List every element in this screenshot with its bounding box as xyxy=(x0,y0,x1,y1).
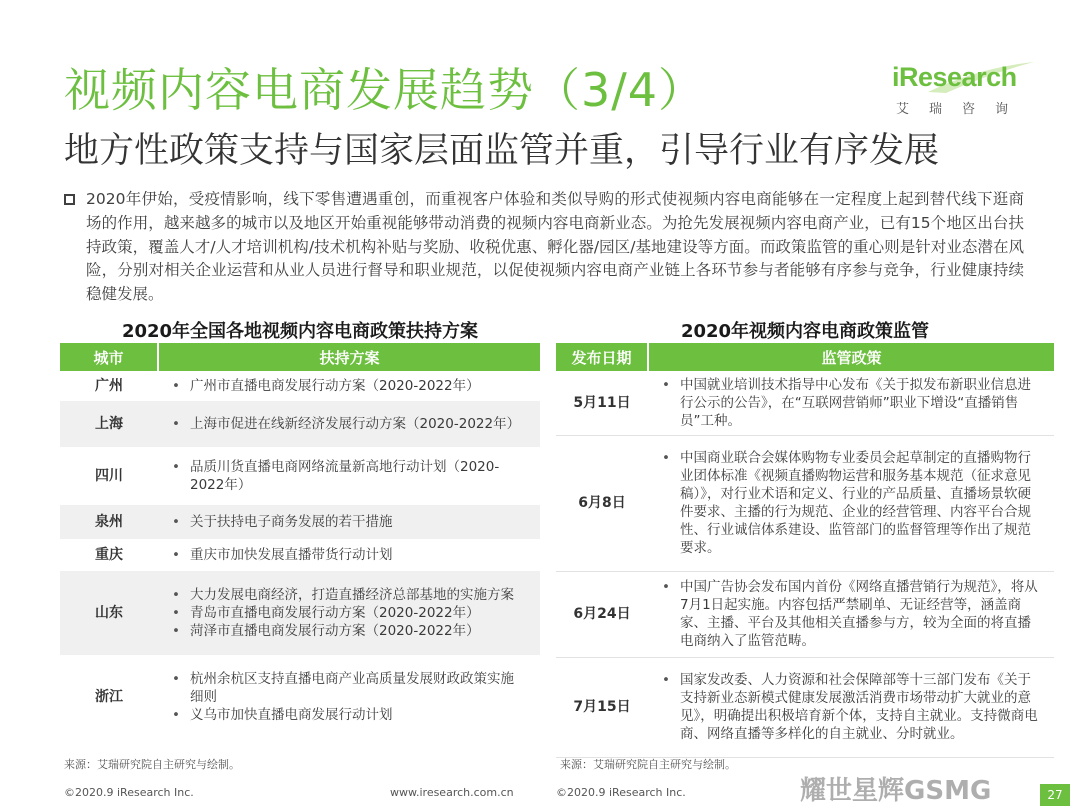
header-city: 城市 xyxy=(60,343,158,371)
watermark: 耀世星辉GSMG xyxy=(800,776,992,806)
header-support-plan: 扶持方案 xyxy=(158,343,540,371)
list-item: • 国家发改委、人力资源和社会保障部等十三部门发布《关于支持新业态新模式健康发展激活消费市场带动扩大就业的意见》，明确提出积极培育新个体，支持自主就业。支持微商电商、网络直播等多样化的自主就业、分时就业。 xyxy=(658,671,1040,743)
city-cell: 山东 xyxy=(60,571,158,655)
logo-sub-text: 艾瑞咨询 xyxy=(896,102,1029,117)
list-item: • 菏泽市直播电商发展行动方案（2020-2022年） xyxy=(168,622,526,640)
page-subtitle: 地方性政策支持与国家层面监管并重，引导行业有序发展 xyxy=(64,131,940,171)
list-item: • 重庆市加快发展直播带货行动计划 xyxy=(168,546,526,564)
list-item: • 上海市促进在线新经济发展行动方案（2020-2022年） xyxy=(168,415,526,433)
date-cell: 7月15日 xyxy=(556,657,648,757)
header-release-date: 发布日期 xyxy=(556,343,648,371)
city-cell: 广州 xyxy=(95,378,123,394)
logo-brand-text: iResearch xyxy=(892,62,1017,92)
intro-text: 2020年伊始，受疫情影响，线下零售遭遇重创，而重视客户体验和类似导购的形式使视频内容电商能够在一定程度上起到替代线下逛商场的作用，越来越多的城市以及地区开始重视能够带动消费的视频内容电商新业态。为抢先发展视频内容电商产业，已有15个地区出台扶持政策，覆盖人才/人才培训机构/技术机构补贴与奖励、收税优惠、孵化器/园区/基地建设等方面。而政策监管的重心则是针对业态潜在风险，分别对相关企业运营和从业人员进行督导和职业规范，以促使视频内容电商产业链上各环节参与者能够有序参与竞争，行业健康持续稳健发展。 xyxy=(86,190,1024,304)
date-cell: 5月11日 xyxy=(556,371,648,435)
list-item: • 青岛市直播电商发展行动方案（2020-2022年） xyxy=(168,604,526,622)
list-item: • 中国广告协会发布国内首份《网络直播营销行为规范》，将从7月1日起实施。内容包括严禁刷单、无证经营等，涵盖商家、主播、平台及其他相关直播参与方，较为全面的将直播电商纳入了监管范畴。 xyxy=(658,578,1040,650)
table-row xyxy=(60,371,540,401)
support-policy-table xyxy=(60,343,540,739)
city-cell: 泉州 xyxy=(60,505,158,539)
table-row xyxy=(60,655,540,739)
list-item: • 义乌市加快直播电商发展行动计划 xyxy=(168,706,526,724)
list-item: • 中国就业培训技术指导中心发布《关于拟发布新职业信息进行公示的公告》，在“互联网营销师”职业下增设“直播销售员”工种。 xyxy=(658,376,1040,430)
table-row xyxy=(556,435,1054,571)
left-source-note: 来源：艾瑞研究院自主研究与绘制。 xyxy=(64,758,240,771)
regulation-policy-table xyxy=(556,343,1054,758)
footer-url: www.iresearch.com.cn xyxy=(390,786,514,799)
table-row xyxy=(60,447,540,505)
city-cell: 四川 xyxy=(95,468,123,484)
right-source-note: 来源：艾瑞研究院自主研究与绘制。 xyxy=(560,758,736,771)
list-item: • 大力发展电商经济，打造直播经济总部基地的实施方案 xyxy=(168,586,526,604)
table-row xyxy=(60,539,540,571)
table-row xyxy=(556,571,1054,657)
footer-copyright-left: ©2020.9 iResearch Inc. xyxy=(64,786,194,799)
table-row xyxy=(60,401,540,447)
right-table-title: 2020年视频内容电商政策监管 xyxy=(680,321,930,342)
date-cell: 6月8日 xyxy=(556,435,648,571)
iresearch-logo xyxy=(888,60,1038,117)
list-item: • 品质川货直播电商网络流量新高地行动计划（2020-2022年） xyxy=(168,458,526,494)
list-item: • 杭州余杭区支持直播电商产业高质量发展财政政策实施细则 xyxy=(168,670,526,706)
page-number: 27 xyxy=(1040,784,1070,806)
footer-copyright-right: ©2020.9 iResearch Inc. xyxy=(556,786,686,799)
square-bullet-icon xyxy=(64,194,75,205)
page-title: 视频内容电商发展趋势（3/4） xyxy=(64,63,706,117)
city-cell: 上海 xyxy=(60,401,158,447)
city-cell: 重庆 xyxy=(95,547,123,563)
city-cell: 浙江 xyxy=(95,689,123,705)
table-row xyxy=(556,657,1054,757)
list-item: • 广州市直播电商发展行动方案（2020-2022年） xyxy=(168,377,526,395)
intro-paragraph xyxy=(64,188,1024,307)
table-row xyxy=(60,505,540,539)
table-row xyxy=(60,571,540,655)
date-cell: 6月24日 xyxy=(556,571,648,657)
list-item: • 中国商业联合会媒体购物专业委员会起草制定的直播购物行业团体标准《视频直播购物运营和服务基本规范（征求意见稿）》，对行业术语和定义、行业的产品质量、直播场景软硬件要求、主播的行为规范、企业的经营管理、内容平台合规性、行业诚信体系建设、监管部门的监督管理等作出了规范要求。 xyxy=(658,449,1040,557)
list-item: • 关于扶持电子商务发展的若干措施 xyxy=(168,513,526,531)
left-table-title: 2020年全国各地视频内容电商政策扶持方案 xyxy=(121,321,479,342)
table-row xyxy=(556,371,1054,435)
header-regulation-policy: 监管政策 xyxy=(648,343,1054,371)
